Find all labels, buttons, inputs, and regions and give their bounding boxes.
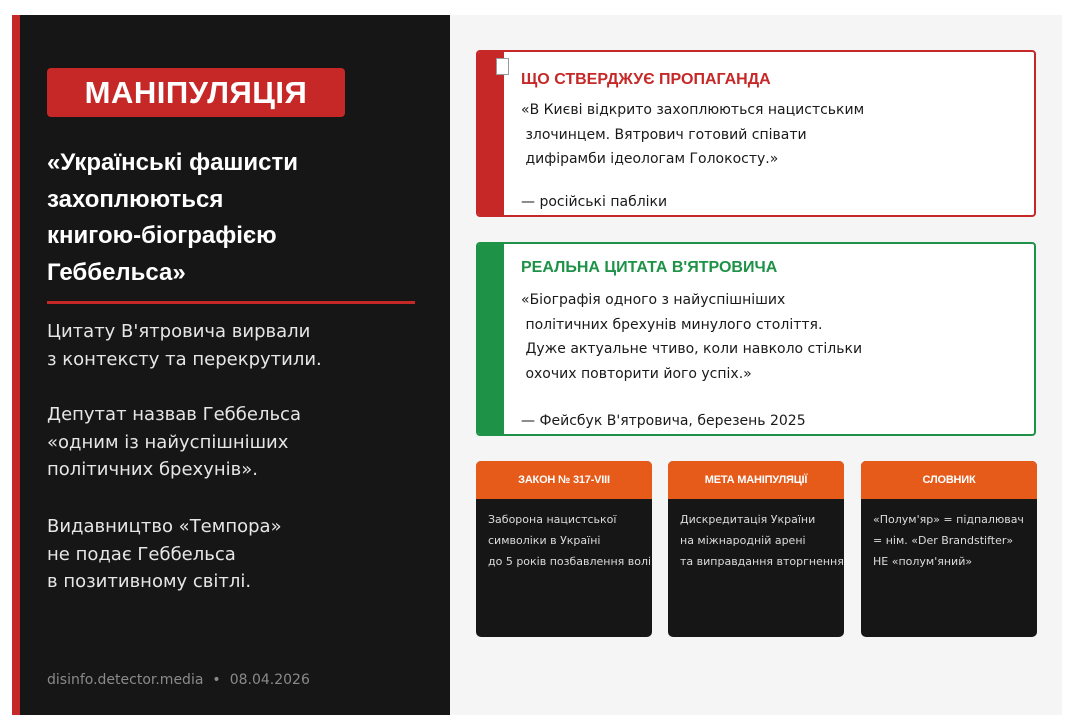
card-goal xyxy=(668,461,844,637)
footer-separator: • xyxy=(212,672,221,688)
paragraph-line: політичних брехунів». xyxy=(47,459,258,480)
quote-line: Дуже актуальне чтиво, коли навколо стільки xyxy=(521,341,863,357)
card-law xyxy=(476,461,652,637)
headline-line: «Українські фашисти xyxy=(47,149,299,176)
left-accent-bar xyxy=(12,15,20,715)
paragraph-line: Видавництво «Темпора» xyxy=(47,516,282,537)
real-quote-label: РЕАЛЬНА ЦИТАТА В'ЯТРОВИЧА xyxy=(521,259,778,276)
footer-site: disinfo.detector.media xyxy=(47,672,204,688)
card-body xyxy=(680,509,844,572)
paragraph-line: з контексту та перекрутили. xyxy=(47,348,322,370)
headline-line: Геббельса» xyxy=(47,258,186,286)
real-quote-source: — Фейсбук В'ятровича, березень 2025 xyxy=(521,413,806,429)
quote-line: політичних брехунів минулого століття. xyxy=(521,316,823,333)
propaganda-label: ЩО СТВЕРДЖУЄ ПРОПАГАНДА xyxy=(521,71,771,88)
checkbox-icon xyxy=(496,58,509,75)
card-title: СЛОВНИК xyxy=(861,461,1037,499)
explanation-paragraph xyxy=(47,401,427,484)
card-line: Дискредитація України xyxy=(680,513,816,526)
paragraph-line: в позитивному світлі. xyxy=(47,571,252,592)
card-line: Заборона нацистської xyxy=(488,513,617,526)
headline-line: книгою-біографією xyxy=(47,222,277,249)
headline-line: захоплюються xyxy=(47,185,224,213)
explanation-paragraph xyxy=(47,318,427,373)
footer xyxy=(47,670,310,690)
card-body xyxy=(488,509,651,572)
paragraph-line: не подає Геббельса xyxy=(47,543,236,565)
real-quote-text xyxy=(521,288,862,386)
card-line: = нім. «Der Brandstifter» xyxy=(873,534,1014,547)
quote-line: «Біографія одного з найуспішніших xyxy=(521,292,786,308)
infographic xyxy=(12,15,1062,715)
card-line: символіки в Україні xyxy=(488,534,601,547)
card-line: до 5 років позбавлення волі xyxy=(488,555,652,568)
real-quote-accent-bar xyxy=(478,244,504,434)
real-quote-box xyxy=(476,242,1036,436)
paragraph-line: «одним із найуспішніших xyxy=(47,431,289,453)
manipulation-badge: МАНІПУЛЯЦІЯ xyxy=(47,68,345,117)
paragraph-line: Цитату В'ятровича вирвали xyxy=(47,321,311,342)
propaganda-source: — російські пабліки xyxy=(521,194,668,210)
card-body xyxy=(873,509,1024,572)
card-line: на міжнародній арені xyxy=(680,534,806,547)
card-line: «Полум'яр» = підпалювач xyxy=(873,513,1024,526)
footer-date: 08.04.2026 xyxy=(229,672,310,688)
propaganda-accent-bar xyxy=(478,52,504,215)
left-panel xyxy=(12,15,450,715)
headline xyxy=(47,145,407,291)
headline-divider xyxy=(47,301,415,304)
quote-line: охочих повторити його успіх.» xyxy=(521,365,752,382)
card-title: МЕТА МАНІПУЛЯЦІЇ xyxy=(668,461,844,499)
propaganda-quote xyxy=(521,98,864,172)
card-line: НЕ «полум'яний» xyxy=(873,555,973,568)
card-title: ЗАКОН № 317-VIII xyxy=(476,461,652,499)
quote-line: дифірамби ідеологам Голокосту.» xyxy=(521,151,779,167)
quote-line: «В Києві відкрито захоплюються нацистським xyxy=(521,102,865,118)
card-dictionary xyxy=(861,461,1037,637)
paragraph-line: Депутат назвав Геббельса xyxy=(47,404,301,425)
card-line: та виправдання вторгнення xyxy=(680,555,844,568)
explanation-paragraph xyxy=(47,513,427,596)
propaganda-claim-box xyxy=(476,50,1036,217)
quote-line: злочинцем. Вятрович готовий співати xyxy=(521,126,807,143)
